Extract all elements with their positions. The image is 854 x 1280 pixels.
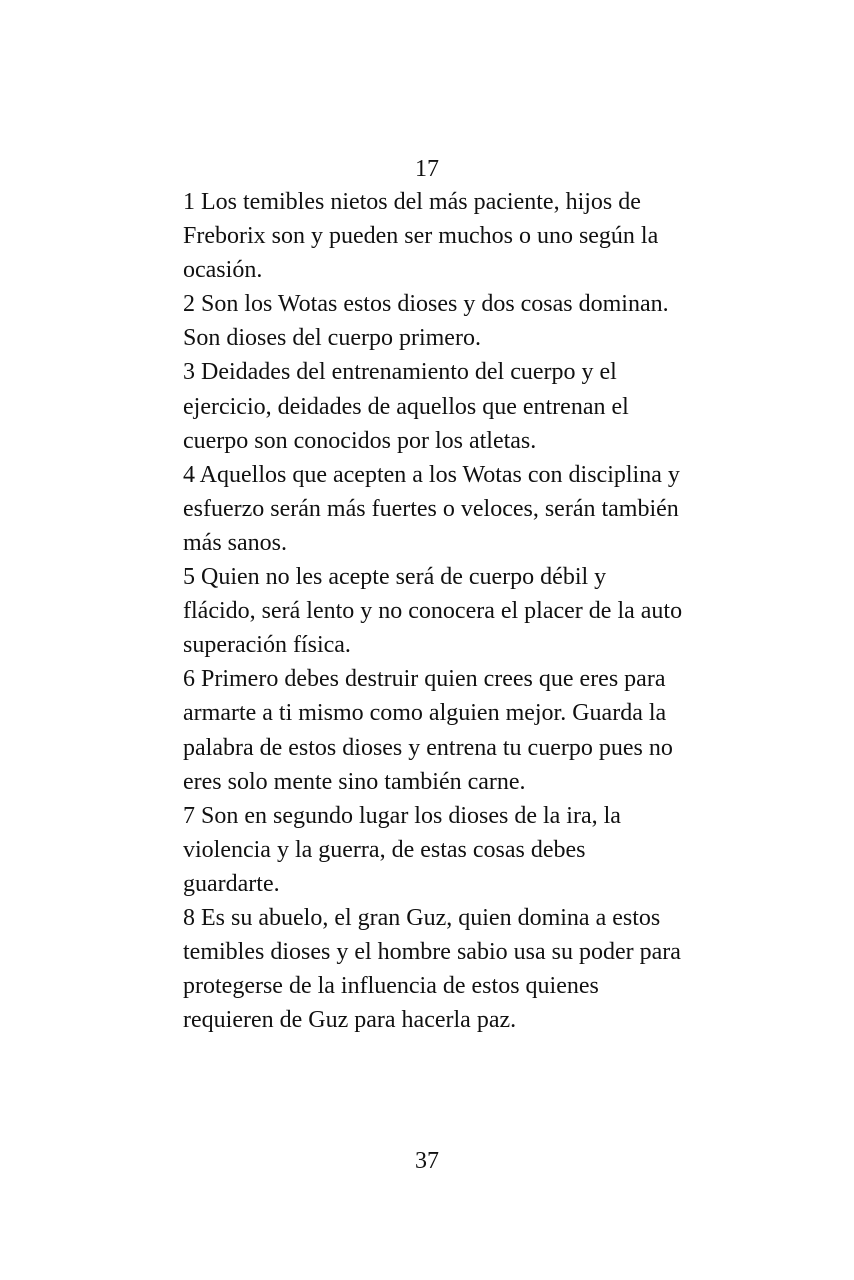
- chapter-text: [183, 185, 683, 1037]
- verse-8: 8 Es su abuelo, el gran Guz, quien domina a estos temibles dioses y el hombre sabio usa su poder para protegerse de la influencia de estos quienes requieren de Guz para hacerla paz.: [183, 904, 681, 1034]
- page-number: 37: [415, 1148, 439, 1174]
- verse-7: 7 Son en segundo lugar los dioses de la ira, la violencia y la guerra, de estas cosas debes guardarte.: [183, 802, 621, 897]
- verse-1: 1 Los temibles nietos del más paciente, hijos de Freborix son y pueden ser muchos o uno según la ocasión.: [183, 189, 659, 284]
- verse-6: 6 Primero debes destruir quien crees que eres para armarte a ti mismo como alguien mejor. Guarda la palabra de estos dioses y entrena tu cuerpo pues no eres solo mente sino también carne.: [183, 666, 673, 795]
- verse-3: 3 Deidades del entrenamiento del cuerpo y el ejercicio, deidades de aquellos que entrenan el cuerpo son conocidos por los atletas.: [183, 359, 629, 454]
- verse-4: 4 Aquellos que acepten a los Wotas con disciplina y esfuerzo serán más fuertes o veloces, serán también más sanos.: [183, 461, 680, 556]
- chapter-number: 17: [415, 156, 439, 182]
- verse-2: 2 Son los Wotas estos dioses y dos cosas dominan. Son dioses del cuerpo primero.: [183, 291, 669, 352]
- verse-5: 5 Quien no les acepte será de cuerpo débil y flácido, será lento y no conocera el placer de la auto superación física.: [183, 564, 683, 659]
